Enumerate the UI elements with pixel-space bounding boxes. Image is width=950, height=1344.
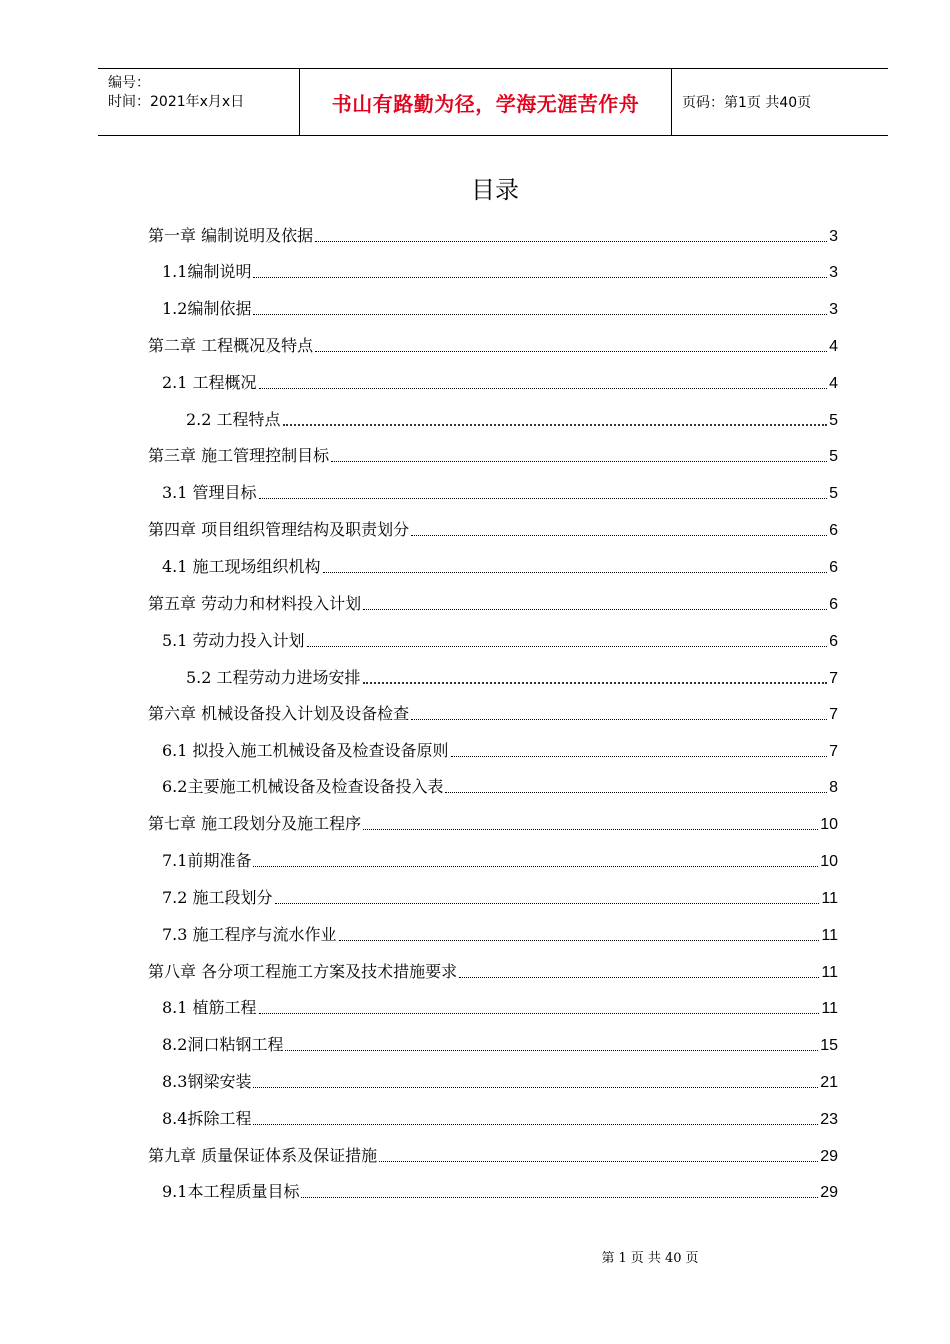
toc-entry-page: 5 <box>829 448 838 465</box>
toc-leader-dots <box>363 681 828 684</box>
toc-entry-page: 7 <box>829 743 838 760</box>
toc-title: 目录 <box>471 176 519 204</box>
toc-entry-label: 8.1 植筋工程 <box>162 998 257 1017</box>
toc-entry[interactable] <box>148 702 838 726</box>
toc-entry-label: 第八章 各分项工程施工方案及技术措施要求 <box>148 962 458 981</box>
page-info: 页码：第1页 共40页 <box>682 95 812 111</box>
footer-total-pages: 40 <box>664 1251 682 1266</box>
toc-entry-page: 11 <box>821 927 838 944</box>
toc-leader-dots <box>285 1049 818 1051</box>
footer-current-page: 1 <box>618 1251 627 1266</box>
toc-entry-label: 6.1 拟投入施工机械设备及检查设备原则 <box>162 741 449 760</box>
toc-entry-page: 6 <box>829 633 838 650</box>
toc-leader-dots <box>363 608 827 610</box>
toc-leader-dots <box>379 1160 818 1162</box>
toc-entry-label: 8.3钢梁安装 <box>162 1072 252 1091</box>
toc-leader-dots <box>445 791 827 793</box>
toc-entry-page: 3 <box>829 264 838 281</box>
toc-leader-dots <box>459 976 819 978</box>
toc-entry-label: 第三章 施工管理控制目标 <box>148 446 330 465</box>
toc-entry-label: 5.1 劳动力投入计划 <box>162 631 305 650</box>
toc-entry-label: 1.2编制依据 <box>162 299 252 318</box>
toc-entry-label: 5.2 工程劳动力进场安排 <box>186 668 361 687</box>
toc-entry-label: 6.2主要施工机械设备及检查设备投入表 <box>162 777 444 796</box>
toc-entry-page: 5 <box>829 485 838 502</box>
toc-entry-page: 8 <box>829 779 838 796</box>
toc-leader-dots <box>259 1012 820 1014</box>
toc-entry-label: 8.2洞口粘钢工程 <box>162 1035 284 1054</box>
toc-leader-dots <box>301 1196 818 1198</box>
footer-mid: 页 共 <box>630 1251 661 1266</box>
toc-entry-label: 7.1前期准备 <box>162 851 252 870</box>
toc-entry[interactable] <box>162 775 838 799</box>
toc-leader-dots <box>253 1086 818 1088</box>
toc-entry[interactable] <box>162 297 838 321</box>
toc-entry-page: 6 <box>829 559 838 576</box>
toc-entry[interactable] <box>162 923 838 947</box>
toc-entry-page: 10 <box>820 853 838 870</box>
toc-entry-page: 6 <box>829 596 838 613</box>
toc-entry-page: 6 <box>829 522 838 539</box>
toc-entry[interactable] <box>148 812 838 836</box>
toc-entry[interactable] <box>186 666 838 690</box>
time-label: 时间：2021年x月x日 <box>108 94 245 110</box>
toc-entry-page: 7 <box>829 670 838 687</box>
toc-entry[interactable] <box>162 1070 838 1094</box>
toc-entry[interactable] <box>162 1180 838 1204</box>
toc-entry-label: 7.2 施工段划分 <box>162 888 273 907</box>
toc-leader-dots <box>451 755 828 757</box>
toc-leader-dots <box>253 313 827 315</box>
toc-leader-dots <box>283 423 828 426</box>
toc-leader-dots <box>253 1123 818 1125</box>
toc-entry-page: 5 <box>829 412 838 429</box>
motto-text: 书山有路勤为径，学海无涯苦作舟 <box>331 91 640 116</box>
toc-leader-dots <box>307 645 828 647</box>
toc-entry[interactable] <box>186 408 838 432</box>
toc-entry-page: 3 <box>829 228 838 245</box>
toc-entry-page: 21 <box>820 1074 838 1091</box>
toc-entry-page: 11 <box>821 964 838 981</box>
toc-entry-label: 3.1 管理目标 <box>162 483 257 502</box>
toc-leader-dots <box>331 460 827 462</box>
toc-leader-dots <box>259 387 828 389</box>
toc-entry-label: 第二章 工程概况及特点 <box>148 336 314 355</box>
toc-leader-dots <box>411 718 827 720</box>
toc-entry-label: 第六章 机械设备投入计划及设备检查 <box>148 704 410 723</box>
toc-entry-label: 第五章 劳动力和材料投入计划 <box>148 594 362 613</box>
toc-entry-label: 7.3 施工程序与流水作业 <box>162 925 337 944</box>
toc-entry[interactable] <box>162 481 838 505</box>
toc-entry-page: 10 <box>820 816 838 833</box>
toc-entry[interactable] <box>148 960 838 984</box>
toc-entry[interactable] <box>162 1107 838 1131</box>
toc-entry-page: 4 <box>829 338 838 355</box>
toc-leader-dots <box>253 865 818 867</box>
toc-entry-label: 2.2 工程特点 <box>186 410 281 429</box>
toc-leader-dots <box>315 350 827 352</box>
toc-entry[interactable] <box>148 334 838 358</box>
toc-entry-page: 29 <box>820 1184 838 1201</box>
toc-entry-label: 9.1本工程质量目标 <box>162 1182 300 1201</box>
serial-label: 编号： <box>108 75 150 91</box>
toc-entry[interactable] <box>162 849 838 873</box>
toc-entry[interactable] <box>148 592 838 616</box>
toc-leader-dots <box>363 828 818 830</box>
toc-entry[interactable] <box>148 1144 838 1168</box>
toc-entry-label: 4.1 施工现场组织机构 <box>162 557 321 576</box>
toc-leader-dots <box>323 571 828 573</box>
toc-entry-label: 第九章 质量保证体系及保证措施 <box>148 1146 378 1165</box>
toc-entry-page: 7 <box>829 706 838 723</box>
toc-entry-page: 3 <box>829 301 838 318</box>
toc-entry-page: 15 <box>820 1037 838 1054</box>
toc-leader-dots <box>275 902 820 904</box>
header-meta <box>98 69 300 135</box>
toc-entry-page: 11 <box>821 1000 838 1017</box>
toc-entry[interactable] <box>162 629 838 653</box>
footer-prefix: 第 <box>601 1251 615 1266</box>
toc-entry-label: 第七章 施工段划分及施工程序 <box>148 814 362 833</box>
page-header <box>98 68 888 136</box>
toc-entry-label: 8.4拆除工程 <box>162 1109 252 1128</box>
footer-suffix: 页 <box>685 1251 699 1266</box>
toc-entry[interactable] <box>148 444 838 468</box>
toc-entry[interactable] <box>162 996 838 1020</box>
toc-leader-dots <box>411 534 827 536</box>
toc-entry-page: 4 <box>829 375 838 392</box>
toc-leader-dots <box>315 240 827 242</box>
toc-leader-dots <box>339 939 820 941</box>
toc-entry[interactable] <box>162 260 838 284</box>
toc-entry[interactable] <box>162 886 838 910</box>
toc-entry-label: 第四章 项目组织管理结构及职责划分 <box>148 520 410 539</box>
toc-entry-label: 第一章 编制说明及依据 <box>148 226 314 245</box>
toc-entry[interactable] <box>148 518 838 542</box>
toc-entry[interactable] <box>162 1033 838 1057</box>
toc-leader-dots <box>259 497 828 499</box>
toc-entry-page: 23 <box>820 1111 838 1128</box>
toc-leader-dots <box>253 276 827 278</box>
toc-entry-page: 29 <box>820 1148 838 1165</box>
toc-entry-label: 1.1编制说明 <box>162 262 252 281</box>
header-page-info-cell <box>672 69 888 135</box>
toc-entry[interactable] <box>162 371 838 395</box>
toc-entry[interactable] <box>162 739 838 763</box>
toc-entry-label: 2.1 工程概况 <box>162 373 257 392</box>
page-footer <box>0 1247 950 1266</box>
toc-entry[interactable] <box>162 555 838 579</box>
toc-entry-page: 11 <box>821 890 838 907</box>
header-motto-cell <box>300 69 672 135</box>
toc-entry[interactable] <box>148 224 838 248</box>
